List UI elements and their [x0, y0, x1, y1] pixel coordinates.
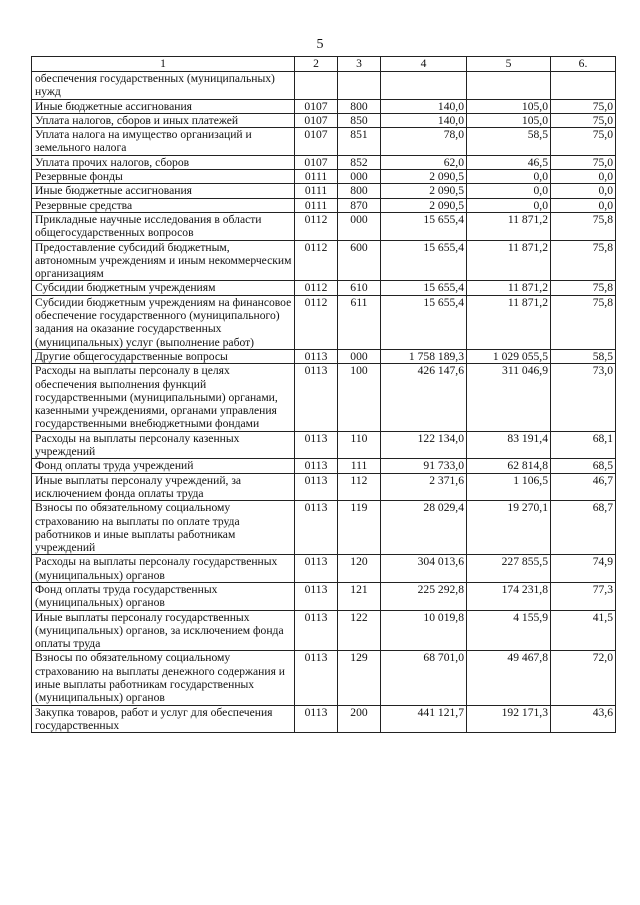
section-code: 0112: [295, 212, 338, 240]
row-name: Расходы на выплаты персоналу в целях обеспечения выполнения функций государственными (муниципальными) органами, казенными учреждениями, органами управления государственными внебюджетными фондами: [32, 364, 295, 431]
expense-type-code: 200: [338, 705, 381, 733]
table-row: [32, 555, 616, 583]
actual-amount: 4 155,9: [467, 610, 551, 651]
section-code: 0112: [295, 240, 338, 281]
expense-type-code: 800: [338, 184, 381, 198]
expense-type-code: 121: [338, 582, 381, 610]
expense-type-code: 110: [338, 431, 381, 459]
execution-percent: 72,0: [551, 651, 616, 705]
plan-amount: 2 090,5: [381, 184, 467, 198]
execution-percent: 77,3: [551, 582, 616, 610]
execution-percent: 75,8: [551, 212, 616, 240]
section-code: 0107: [295, 113, 338, 127]
execution-percent: 75,8: [551, 281, 616, 295]
plan-amount: 91 733,0: [381, 459, 467, 473]
expense-type-code: 600: [338, 240, 381, 281]
plan-amount: 426 147,6: [381, 364, 467, 431]
plan-amount: 78,0: [381, 128, 467, 156]
row-name: Закупка товаров, работ и услуг для обеспечения государственных: [32, 705, 295, 733]
col-header-4: 4: [381, 57, 467, 72]
plan-amount: 304 013,6: [381, 555, 467, 583]
section-code: 0107: [295, 128, 338, 156]
row-name: Уплата налога на имущество организаций и земельного налога: [32, 128, 295, 156]
plan-amount: 1 758 189,3: [381, 349, 467, 363]
section-code: 0113: [295, 610, 338, 651]
row-name: Взносы по обязательному социальному страхованию на выплаты денежного содержания и иные выплаты работникам государственных (муниципальных) органов: [32, 651, 295, 705]
actual-amount: 49 467,8: [467, 651, 551, 705]
row-name: Расходы на выплаты персоналу казенных учреждений: [32, 431, 295, 459]
table-row: [32, 198, 616, 212]
table-row: [32, 610, 616, 651]
execution-percent: 75,8: [551, 240, 616, 281]
table-row: [32, 113, 616, 127]
actual-amount: [467, 72, 551, 100]
row-name: Субсидии бюджетным учреждениям на финансовое обеспечение государственного (муниципального) задания на оказание государственных (муниципальных) услуг (выполнение работ): [32, 295, 295, 349]
plan-amount: 225 292,8: [381, 582, 467, 610]
actual-amount: 83 191,4: [467, 431, 551, 459]
section-code: 0113: [295, 349, 338, 363]
col-header-1: 1: [32, 57, 295, 72]
row-name: Уплата налогов, сборов и иных платежей: [32, 113, 295, 127]
actual-amount: 46,5: [467, 155, 551, 169]
expense-type-code: [338, 72, 381, 100]
execution-percent: 73,0: [551, 364, 616, 431]
actual-amount: 11 871,2: [467, 281, 551, 295]
section-code: 0113: [295, 459, 338, 473]
budget-table: [31, 56, 616, 733]
col-header-2: 2: [295, 57, 338, 72]
expense-type-code: 800: [338, 99, 381, 113]
plan-amount: 68 701,0: [381, 651, 467, 705]
actual-amount: 105,0: [467, 99, 551, 113]
execution-percent: 43,6: [551, 705, 616, 733]
actual-amount: 105,0: [467, 113, 551, 127]
row-name: Расходы на выплаты персоналу государственных (муниципальных) органов: [32, 555, 295, 583]
plan-amount: 28 029,4: [381, 501, 467, 555]
expense-type-code: 850: [338, 113, 381, 127]
table-row: [32, 295, 616, 349]
table-row: [32, 473, 616, 501]
plan-amount: 2 371,6: [381, 473, 467, 501]
expense-type-code: 000: [338, 212, 381, 240]
expense-type-code: 120: [338, 555, 381, 583]
table-row: [32, 155, 616, 169]
row-name: Иные бюджетные ассигнования: [32, 99, 295, 113]
expense-type-code: 852: [338, 155, 381, 169]
execution-percent: 46,7: [551, 473, 616, 501]
actual-amount: 174 231,8: [467, 582, 551, 610]
section-code: 0113: [295, 582, 338, 610]
table-row: [32, 582, 616, 610]
actual-amount: 227 855,5: [467, 555, 551, 583]
plan-amount: 441 121,7: [381, 705, 467, 733]
expense-type-code: 870: [338, 198, 381, 212]
plan-amount: [381, 72, 467, 100]
actual-amount: 0,0: [467, 170, 551, 184]
table-row: [32, 170, 616, 184]
actual-amount: 11 871,2: [467, 212, 551, 240]
row-name: Предоставление субсидий бюджетным, автономным учреждениям и иным некоммерческим организациям: [32, 240, 295, 281]
section-code: 0113: [295, 705, 338, 733]
section-code: 0113: [295, 473, 338, 501]
plan-amount: 2 090,5: [381, 198, 467, 212]
expense-type-code: 100: [338, 364, 381, 431]
row-name: Резервные средства: [32, 198, 295, 212]
row-name: Другие общегосударственные вопросы: [32, 349, 295, 363]
section-code: 0113: [295, 555, 338, 583]
section-code: 0112: [295, 295, 338, 349]
execution-percent: 75,0: [551, 128, 616, 156]
expense-type-code: 122: [338, 610, 381, 651]
execution-percent: 75,0: [551, 155, 616, 169]
table-row: [32, 128, 616, 156]
plan-amount: 15 655,4: [381, 212, 467, 240]
execution-percent: 75,8: [551, 295, 616, 349]
actual-amount: 62 814,8: [467, 459, 551, 473]
section-code: 0113: [295, 501, 338, 555]
plan-amount: 140,0: [381, 113, 467, 127]
actual-amount: 0,0: [467, 198, 551, 212]
plan-amount: 10 019,8: [381, 610, 467, 651]
execution-percent: 0,0: [551, 184, 616, 198]
section-code: 0111: [295, 170, 338, 184]
expense-type-code: 000: [338, 170, 381, 184]
expense-type-code: 111: [338, 459, 381, 473]
actual-amount: 19 270,1: [467, 501, 551, 555]
table-row: [32, 705, 616, 733]
row-name: Резервные фонды: [32, 170, 295, 184]
table-row: [32, 184, 616, 198]
actual-amount: 311 046,9: [467, 364, 551, 431]
execution-percent: 0,0: [551, 170, 616, 184]
row-name: обеспечения государственных (муниципальных) нужд: [32, 72, 295, 100]
row-name: Уплата прочих налогов, сборов: [32, 155, 295, 169]
expense-type-code: 119: [338, 501, 381, 555]
section-code: 0111: [295, 184, 338, 198]
actual-amount: 11 871,2: [467, 240, 551, 281]
execution-percent: 75,0: [551, 113, 616, 127]
table-row: [32, 364, 616, 431]
header-row: [32, 57, 616, 72]
actual-amount: 0,0: [467, 184, 551, 198]
table-row: [32, 281, 616, 295]
plan-amount: 15 655,4: [381, 295, 467, 349]
col-header-3: 3: [338, 57, 381, 72]
plan-amount: 122 134,0: [381, 431, 467, 459]
section-code: 0107: [295, 99, 338, 113]
table-row: [32, 651, 616, 705]
row-name: Прикладные научные исследования в области общегосударственных вопросов: [32, 212, 295, 240]
col-header-5: 5: [467, 57, 551, 72]
expense-type-code: 129: [338, 651, 381, 705]
section-code: [295, 72, 338, 100]
section-code: 0111: [295, 198, 338, 212]
execution-percent: 68,1: [551, 431, 616, 459]
execution-percent: 0,0: [551, 198, 616, 212]
plan-amount: 140,0: [381, 99, 467, 113]
actual-amount: 11 871,2: [467, 295, 551, 349]
execution-percent: 75,0: [551, 99, 616, 113]
row-name: Иные бюджетные ассигнования: [32, 184, 295, 198]
section-code: 0107: [295, 155, 338, 169]
plan-amount: 15 655,4: [381, 281, 467, 295]
plan-amount: 2 090,5: [381, 170, 467, 184]
table-row: [32, 240, 616, 281]
expense-type-code: 000: [338, 349, 381, 363]
actual-amount: 192 171,3: [467, 705, 551, 733]
row-name: Фонд оплаты труда учреждений: [32, 459, 295, 473]
execution-percent: [551, 72, 616, 100]
page-number: 5: [316, 37, 324, 52]
table-row: [32, 349, 616, 363]
row-name: Субсидии бюджетным учреждениям: [32, 281, 295, 295]
section-code: 0113: [295, 364, 338, 431]
section-code: 0113: [295, 651, 338, 705]
section-code: 0113: [295, 431, 338, 459]
expense-type-code: 611: [338, 295, 381, 349]
plan-amount: 15 655,4: [381, 240, 467, 281]
row-name: Фонд оплаты труда государственных (муниципальных) органов: [32, 582, 295, 610]
execution-percent: 58,5: [551, 349, 616, 363]
actual-amount: 1 106,5: [467, 473, 551, 501]
execution-percent: 68,5: [551, 459, 616, 473]
actual-amount: 1 029 055,5: [467, 349, 551, 363]
execution-percent: 74,9: [551, 555, 616, 583]
table-row: [32, 459, 616, 473]
row-name: Иные выплаты персоналу государственных (муниципальных) органов, за исключением фонда оплаты труда: [32, 610, 295, 651]
expense-type-code: 610: [338, 281, 381, 295]
table-row: [32, 212, 616, 240]
actual-amount: 58,5: [467, 128, 551, 156]
table-row: [32, 99, 616, 113]
expense-type-code: 112: [338, 473, 381, 501]
execution-percent: 68,7: [551, 501, 616, 555]
table-row: [32, 72, 616, 100]
execution-percent: 41,5: [551, 610, 616, 651]
row-name: Взносы по обязательному социальному страхованию на выплаты по оплате труда работников и иные выплаты работникам учреждений: [32, 501, 295, 555]
expense-type-code: 851: [338, 128, 381, 156]
row-name: Иные выплаты персоналу учреждений, за исключением фонда оплаты труда: [32, 473, 295, 501]
col-header-6: 6.: [551, 57, 616, 72]
plan-amount: 62,0: [381, 155, 467, 169]
table-row: [32, 501, 616, 555]
table-row: [32, 431, 616, 459]
section-code: 0112: [295, 281, 338, 295]
